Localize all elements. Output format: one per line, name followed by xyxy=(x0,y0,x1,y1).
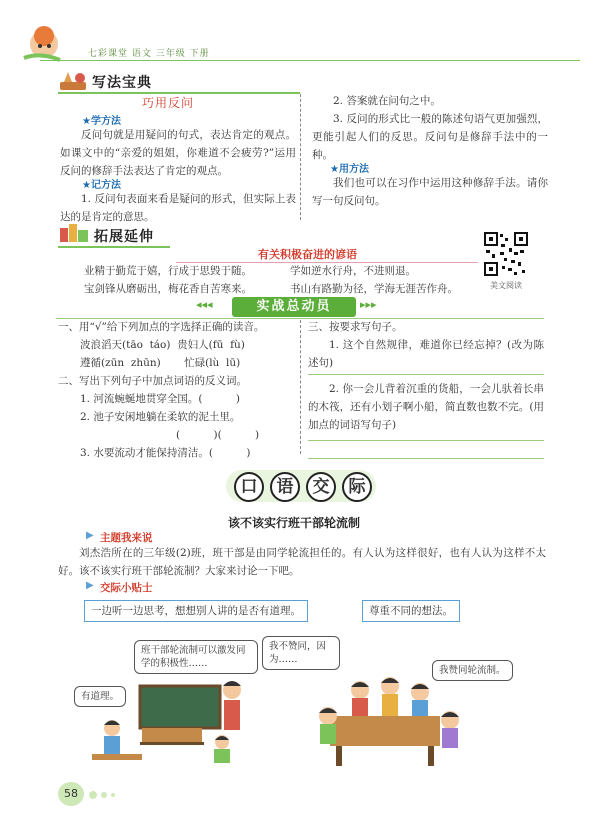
oral-char-3: 交 xyxy=(306,472,336,502)
oral-topic-title: 该不该实行班干部轮流制 xyxy=(228,516,361,530)
answer-line-3[interactable] xyxy=(308,458,544,459)
play-icon-2: ▶ xyxy=(86,580,94,591)
header-divider xyxy=(40,60,580,61)
speech-bubble-4: 我赞同轮流制。 xyxy=(432,660,513,681)
section-title-writing: 写法宝典 xyxy=(92,75,152,91)
section-title-extension: 拓展延伸 xyxy=(94,229,154,245)
question-2-item-2: 2. 池子安闲地躺在柔软的泥土里。 xyxy=(80,411,241,423)
oral-char-1: 口 xyxy=(234,472,264,502)
proverb-2a: 宝剑锋从磨砺出，梅花香自苦寒来。 xyxy=(84,283,252,295)
section-underline-2 xyxy=(58,246,170,248)
banner-arrows-left: ◂◂◂ xyxy=(196,298,213,311)
play-icon: ▶ xyxy=(86,530,94,541)
proverb-2b: 书山有路勤为径，学海无涯苦作舟。 xyxy=(290,283,458,295)
question-3-item-2: 2. 你一会儿背着沉重的货船，一会儿驮着长串的木筏，还有小划子啊小船，简直数也数不完。(用加点的词语写句子) xyxy=(308,383,544,431)
question-2-item-2-blanks: ( )( ) xyxy=(176,429,260,441)
banner-arrows-right: ▸▸▸ xyxy=(360,298,377,311)
remember-item-2: 2. 答案就在问句之中。 xyxy=(333,95,441,107)
column-divider xyxy=(300,94,301,220)
remember-heading: ★记方法 xyxy=(82,180,121,191)
books-icon xyxy=(58,222,90,244)
speech-bubble-3: 我不赞同，因为…… xyxy=(262,636,340,670)
oral-char-2: 语 xyxy=(270,472,300,502)
answer-line-2[interactable] xyxy=(308,440,544,441)
question-1-row-1: 波浪滔天(tāo táo) 贵妇人(fū fù) xyxy=(80,339,245,351)
question-1: 一、用“√”给下列加点的字选择正确的读音。 xyxy=(58,321,265,333)
question-2-item-3: 3. 水要流动才能保持清洁。( ) xyxy=(80,447,251,459)
brush-icon xyxy=(58,70,88,92)
speech-bubble-1: 班干部轮流制可以激发同学的积极性…… xyxy=(134,640,258,674)
answer-line-1[interactable] xyxy=(308,374,544,375)
learn-heading: ★学方法 xyxy=(82,116,121,127)
topic-heading: 主题我来说 xyxy=(100,532,153,544)
topic-text: 刘杰浩所在的三年级(2)班，班干部是由同学轮流担任的。有人认为这样很好，也有人认为这样不太好。该不该实行班干部轮流制？大家来讨论一下吧。 xyxy=(58,547,546,577)
use-heading: ★用方法 xyxy=(330,164,369,175)
tips-heading: 交际小贴士 xyxy=(100,582,153,594)
use-text: 我们也可以在习作中运用这种修辞手法。请你写一句反问句。 xyxy=(312,177,548,207)
remember-item-3: 3. 反问的形式比一般的陈述句语气更加强烈，更能引起人们的反思。反问句是修辞手法中的一种。 xyxy=(312,113,548,161)
header-text: 七彩课堂 语文 三年级 下册 xyxy=(88,49,210,59)
tip-box-1: 一边听一边思考，想想别人讲的是否有道理。 xyxy=(84,600,308,622)
practice-divider xyxy=(300,320,301,454)
question-1-row-2: 遵循(zūn zhūn) 忙碌(lù lū) xyxy=(80,357,241,369)
section-subtitle: 巧用反问 xyxy=(142,96,195,110)
qr-caption: 美文阅读 xyxy=(490,281,522,290)
proverb-1a: 业精于勤荒于嬉，行成于思毁于随。 xyxy=(84,265,252,277)
proverbs-subtitle: 有关积极奋进的谚语 xyxy=(258,248,357,261)
question-3-item-1: 1. 这个自然规律，难道你已经忘掉？(改为陈述句) xyxy=(308,339,544,369)
page-dots xyxy=(88,790,128,803)
question-2: 二、写出下列句子中加点词语的反义词。 xyxy=(58,375,247,387)
question-2-item-1: 1. 河流蜿蜒地贯穿全国。( ) xyxy=(80,393,240,405)
practice-banner: 实战总动员 xyxy=(232,297,356,317)
page-number: 58 xyxy=(58,782,84,806)
question-3: 三、按要求写句子。 xyxy=(308,321,403,333)
qr-code[interactable] xyxy=(484,232,528,276)
speech-bubble-2: 有道理。 xyxy=(74,686,126,707)
proverb-1b: 学如逆水行舟，不进则退。 xyxy=(290,265,416,277)
learn-text: 反问句就是用疑问的句式，表达肯定的观点。如课文中的“亲爱的姐姐，你难道不会疲劳?”运用反问的修辞手法表达了肯定的观点。 xyxy=(60,129,296,177)
mascot-icon xyxy=(20,22,62,64)
remember-item-1: 1. 反问句表面来看是疑问的形式，但实际上表达的是肯定的意思。 xyxy=(60,193,296,223)
oral-char-4: 际 xyxy=(342,472,372,502)
tip-box-2: 尊重不同的想法。 xyxy=(362,600,460,622)
